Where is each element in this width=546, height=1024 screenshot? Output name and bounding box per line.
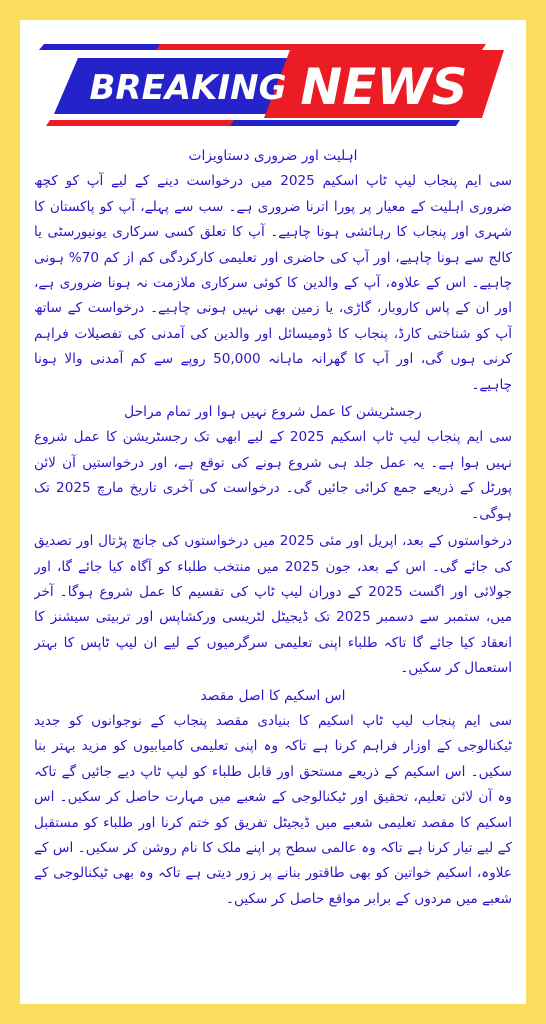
breaking-news-banner — [20, 20, 526, 140]
section-registration-paragraph-1: سی ایم پنجاب لیپ ٹاپ اسکیم 2025 کے لیے ابھی تک رجسٹریشن کا عمل شروع نہیں ہوا ہے۔ یہ عمل جلد ہی شروع ہونے کی توقع ہے، اور درخواستیں آن لائن پورٹل کے ذریعے جمع کرائی جائیں گی۔ درخواست کی آخری تاریخ مارچ 2025 تک ہوگی۔ — [34, 429, 512, 522]
section-purpose-heading: اس اسکیم کا اصل مقصد — [200, 687, 346, 704]
section-registration-heading: رجسٹریشن کا عمل شروع نہیں ہوا اور تمام مراحل — [124, 404, 422, 421]
news-word: NEWS — [300, 58, 468, 116]
article-card — [20, 20, 526, 1004]
section-purpose-paragraph: سی ایم پنجاب لیپ ٹاپ اسکیم کا بنیادی مقصد پنجاب کے نوجوانوں کو جدید ٹیکنالوجی کے اوزار فراہم کرنا ہے تاکہ وہ اپنی تعلیمی کامیابیوں کو مزید بہتر بنا سکیں۔ اس اسکیم کے ذریعے مستحق اور قابل طلباء کو لیپ ٹاپ دیے جائیں گے تاکہ وہ آن لائن تعلیم، تحقیق اور ٹیکنالوجی کے شعبے میں مہارت حاصل کر سکیں۔ اس اسکیم کا مقصد تعلیمی شعبے میں ڈیجیٹل تفریق کو ختم کرنا اور طلباء کو مستقبل کے لیے تیار کرنا ہے تاکہ وہ عالمی سطح پر اپنے ملک کا نام روشن کر سکیں۔ اس کے علاوہ، اسکیم خواتین کو بھی طاقتور بنانے پر زور دیتی ہے تاکہ وہ بھی ٹیکنالوجی کے شعبے میں مردوں کے برابر مواقع حاصل کر سکیں۔ — [34, 712, 512, 907]
section-eligibility-heading: اہلیت اور ضروری دستاویزات — [188, 148, 358, 164]
section-registration-paragraph-2: درخواستوں کے بعد، اپریل اور مئی 2025 میں درخواستوں کی جانچ پڑتال اور تصدیق کی جائے گی۔ اس کے بعد، جون 2025 میں منتخب طلباء کو آگاہ کیا جائے گا، اور جولائی اور اگست 2025 کے دوران لیپ ٹاپ کی تقسیم کا عمل شروع ہوگا۔ آخر میں، ستمبر سے دسمبر 2025 تک ڈیجیٹل لٹریسی ورکشاپس اور تربیتی سیشنز کا انعقاد کیا جائے گا تاکہ طلباء اپنی تعلیمی سرگرمیوں کے لیے ان لیپ ٹاپس کا بہتر استعمال کر سکیں۔ — [34, 533, 512, 677]
breaking-word: BREAKING — [89, 68, 287, 108]
article-body — [34, 144, 512, 996]
section-eligibility-paragraph: سی ایم پنجاب لیپ ٹاپ اسکیم 2025 میں درخواست دینے کے لیے آپ کو کچھ ضروری اہلیت کے معیار پر پورا اترنا ضروری ہے۔ سب سے پہلے، آپ کو پاکستان کا شہری اور پنجاب کا رہائشی ہونا چاہیے۔ آپ کا تعلق کسی سرکاری یونیورسٹی یا کالج سے ہونا چاہیے، اور آپ کی حاضری اور تعلیمی کارکردگی کم از کم 70% ہونی چاہیے۔ اس کے علاوہ، آپ کے والدین کا کوئی سرکاری ملازمت نہ ہونا ضروری ہے، اور ان کے پاس کاروبار، گاڑی، یا زمین بھی نہیں ہونی چاہیے۔ درخواست کے ساتھ آپ کو شناختی کارڈ، پنجاب کا ڈومیسائل اور والدین کی آمدنی کی تفصیلات فراہم کرنی ہوں گی، اور آپ کا گھرانہ ماہانہ 50,000 روپے سے کم آمدنی والا ہونا چاہیے۔ — [34, 173, 512, 393]
stripe-red-top — [156, 44, 486, 50]
stripe-blue-bottom — [230, 120, 460, 126]
